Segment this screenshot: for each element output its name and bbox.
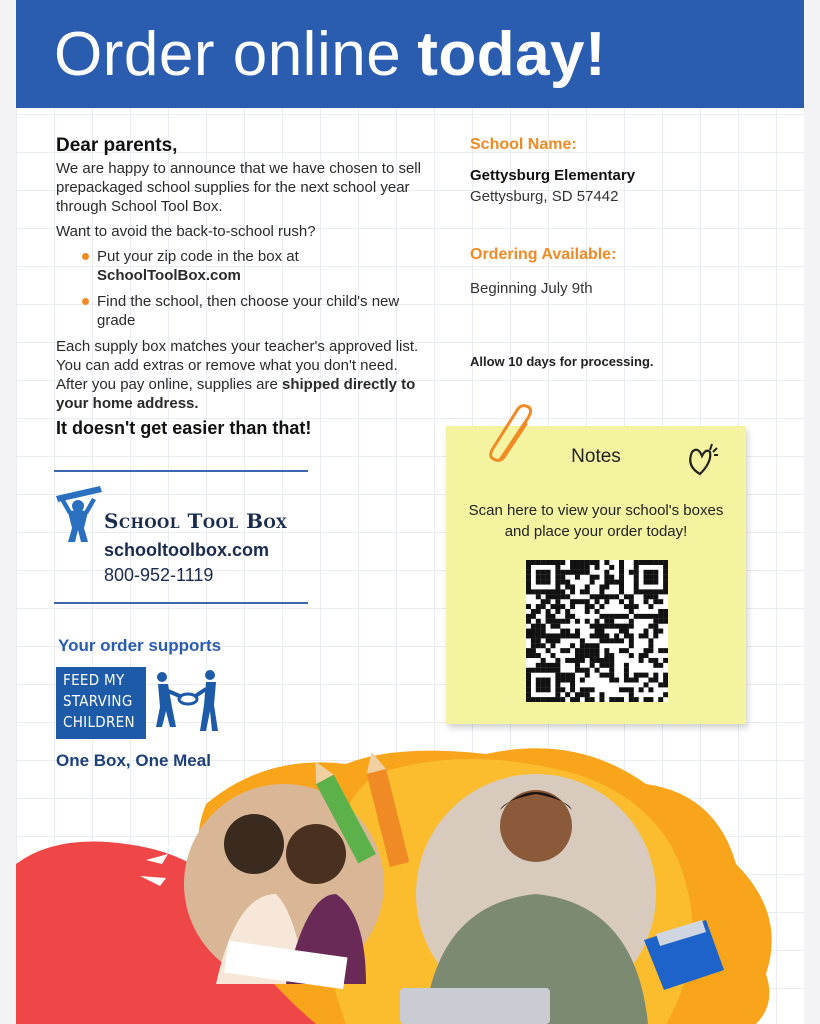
ordering-date: Beginning July 9th: [470, 280, 593, 297]
qr-code[interactable]: [526, 560, 668, 702]
parent-letter: [56, 136, 426, 438]
school-tool-box-url[interactable]: schooltoolbox.com: [104, 540, 270, 560]
letter-intro: We are happy to announce that we have chosen to sell prepackaged school supplies for the next school year through School Tool Box.: [56, 160, 421, 215]
processing-notice: Allow 10 days for processing.: [470, 354, 654, 369]
fmsc-line-1: FEED MY: [63, 671, 125, 689]
heart-doodle-icon: [682, 440, 722, 480]
letter-body-text: Each supply box matches your teacher's approved list. You can add extras or remove what you don't need. After you pay online, supplies are: [56, 338, 419, 393]
list-item: [56, 247, 426, 285]
letter-question: Want to avoid the back-to-school rush?: [56, 223, 316, 240]
note-title: Notes: [571, 446, 621, 467]
banner-title-light: Order online: [54, 19, 402, 89]
people-sharing-meal-icon: [148, 667, 226, 739]
school-tool-box-phone: 800-952-1119: [104, 565, 214, 585]
school-tool-box-logo-icon: [54, 484, 104, 546]
divider-bottom: [54, 602, 308, 604]
letter-closing: It doesn't get easier than that!: [56, 418, 312, 438]
bullet-text: Put your zip code in the box at: [97, 248, 299, 265]
header-banner: [16, 0, 804, 108]
flyer: [16, 0, 804, 1024]
school-tool-box-contact: [54, 484, 334, 594]
website-link[interactable]: SchoolToolBox.com: [97, 267, 241, 284]
instruction-list: [56, 247, 426, 330]
divider-top: [54, 470, 308, 472]
list-item: [56, 292, 426, 330]
letter-greeting: Dear parents,: [56, 135, 178, 156]
banner-title-bold: today!: [417, 19, 607, 89]
order-supports-label: Your order supports: [58, 636, 222, 655]
sticky-note: [446, 426, 746, 724]
fmsc-line-3: CHILDREN: [63, 713, 135, 731]
one-box-one-meal-tagline: One Box, One Meal: [56, 751, 211, 770]
feed-my-starving-children-logo: [56, 667, 226, 739]
footer-illustration: [16, 744, 804, 1024]
fmsc-wordmark: [56, 667, 146, 739]
fmsc-line-2: STARVING: [63, 692, 133, 710]
order-details: [470, 136, 790, 369]
school-name: Gettysburg Elementary: [470, 167, 636, 184]
school-tool-box-name: School Tool Box: [104, 509, 288, 533]
note-instructions: Scan here to view your school's boxes and place your order today!: [468, 502, 724, 540]
ordering-available-label: Ordering Available:: [470, 246, 617, 263]
bullet-text: Find the school, then choose your child's new grade: [97, 293, 400, 329]
letter-body-strong: shipped directly to your home address.: [56, 376, 416, 412]
letter-body: [56, 337, 426, 413]
paperclip-icon: [486, 404, 542, 466]
school-name-label: School Name:: [470, 136, 577, 153]
school-city: Gettysburg, SD 57442: [470, 188, 619, 205]
